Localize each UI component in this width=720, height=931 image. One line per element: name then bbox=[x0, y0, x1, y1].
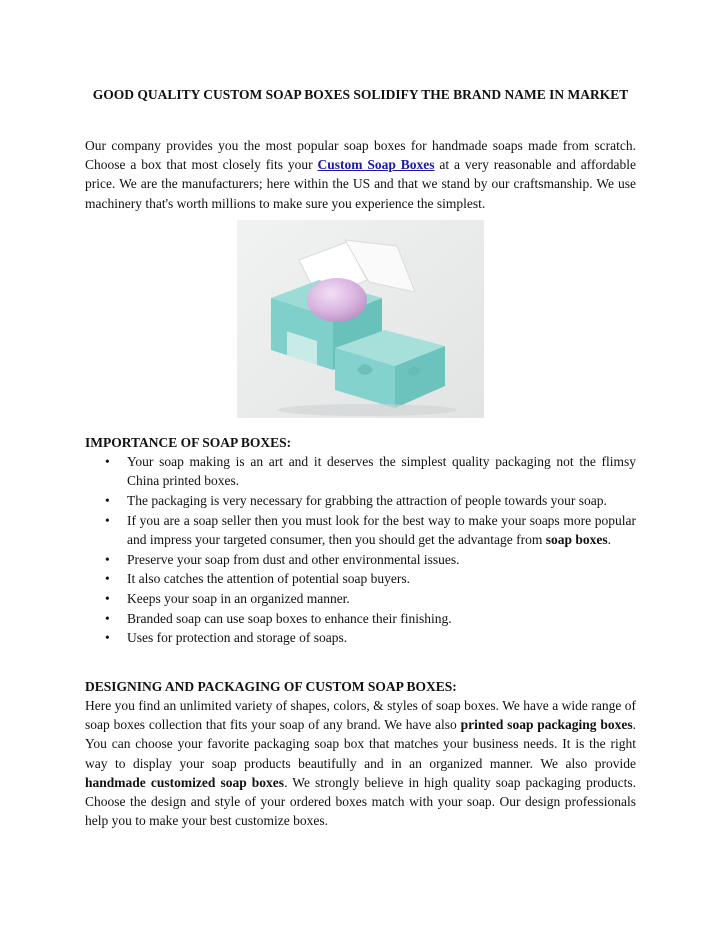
bullet-icon: • bbox=[105, 610, 110, 626]
importance-heading: IMPORTANCE OF SOAP BOXES: bbox=[85, 435, 292, 450]
list-item-end: . bbox=[607, 531, 611, 547]
list-item-text: Uses for protection and storage of soaps. bbox=[127, 630, 348, 646]
list-item-text: Branded soap can use soap boxes to enhance their finishing. bbox=[127, 610, 452, 626]
list-item-text: If you are a soap seller then you must look for the best way to make your soaps more popular and impress your targeted consumer, then you should get the advantage from bbox=[127, 512, 636, 547]
designing-text-1: Here you find an unlimited variety of shapes, colors, & styles of soap boxes. We have a wide range of soap boxes collection that fits your soap of any brand. We have also bbox=[85, 698, 636, 733]
list-item-text: Preserve your soap from dust and other environmental issues. bbox=[127, 551, 460, 567]
soap-box-product-image bbox=[237, 220, 484, 418]
designing-text-2: . You can choose your favorite packaging soap box that matches your business needs. It is the right way to display your soap products beautifully and in an organized manner. We also provide bbox=[85, 717, 636, 771]
bullet-icon: • bbox=[105, 512, 110, 528]
handmade-boxes-bold: handmade customized soap boxes bbox=[85, 774, 285, 790]
custom-soap-boxes-link[interactable]: Custom Soap Boxes bbox=[317, 157, 435, 173]
page-title: GOOD QUALITY CUSTOM SOAP BOXES SOLIDIFY THE BRAND NAME IN MARKET bbox=[92, 87, 629, 102]
list-item-text: It also catches the attention of potential soap buyers. bbox=[127, 571, 411, 587]
intro-text-end: at a very reasonable and affordable price. We are the manufacturers; here within the US and that we stand by our craftsmanship. We use machinery that's worth millions to make sure you experience the simplest. bbox=[85, 157, 636, 211]
soap-box-illustration bbox=[237, 220, 484, 418]
list-item bbox=[85, 550, 636, 569]
bullet-icon: • bbox=[105, 630, 110, 646]
bullet-icon: • bbox=[105, 454, 110, 469]
intro-paragraph bbox=[85, 136, 636, 213]
list-item bbox=[85, 452, 636, 490]
bullet-icon: • bbox=[105, 590, 110, 606]
designing-heading: DESIGNING AND PACKAGING OF CUSTOM SOAP BOXES: bbox=[85, 679, 457, 694]
list-item bbox=[85, 628, 636, 647]
list-item-text: The packaging is very necessary for grabbing the attraction of people towards your soap. bbox=[127, 492, 607, 508]
importance-list bbox=[85, 452, 636, 648]
list-item bbox=[85, 569, 636, 588]
bullet-icon: • bbox=[105, 551, 110, 567]
list-item bbox=[85, 511, 636, 549]
designing-section bbox=[85, 677, 636, 830]
bullet-icon: • bbox=[105, 571, 110, 587]
list-item bbox=[85, 609, 636, 628]
list-item bbox=[85, 589, 636, 608]
importance-section bbox=[85, 433, 636, 648]
designing-paragraph bbox=[85, 696, 636, 830]
list-item-text: Keeps your soap in an organized manner. bbox=[127, 590, 350, 606]
bullet-icon: • bbox=[105, 492, 110, 508]
printed-packaging-bold: printed soap packaging boxes bbox=[460, 717, 633, 733]
intro-text-start: Our company provides you the most popular soap boxes for handmade soaps made from scratch. Choose a box that most closely fits your bbox=[85, 138, 636, 173]
designing-text-3: . We strongly believe in high quality soap packaging products. Choose the design and style of your ordered boxes match with your soap. Our design professionals help you to make your best customize boxes. bbox=[85, 774, 636, 829]
list-item bbox=[85, 491, 636, 510]
soap-boxes-bold: soap boxes bbox=[545, 531, 608, 547]
list-item-text: Your soap making is an art and it deserves the simplest quality packaging not the flimsy China printed boxes. bbox=[127, 454, 636, 489]
